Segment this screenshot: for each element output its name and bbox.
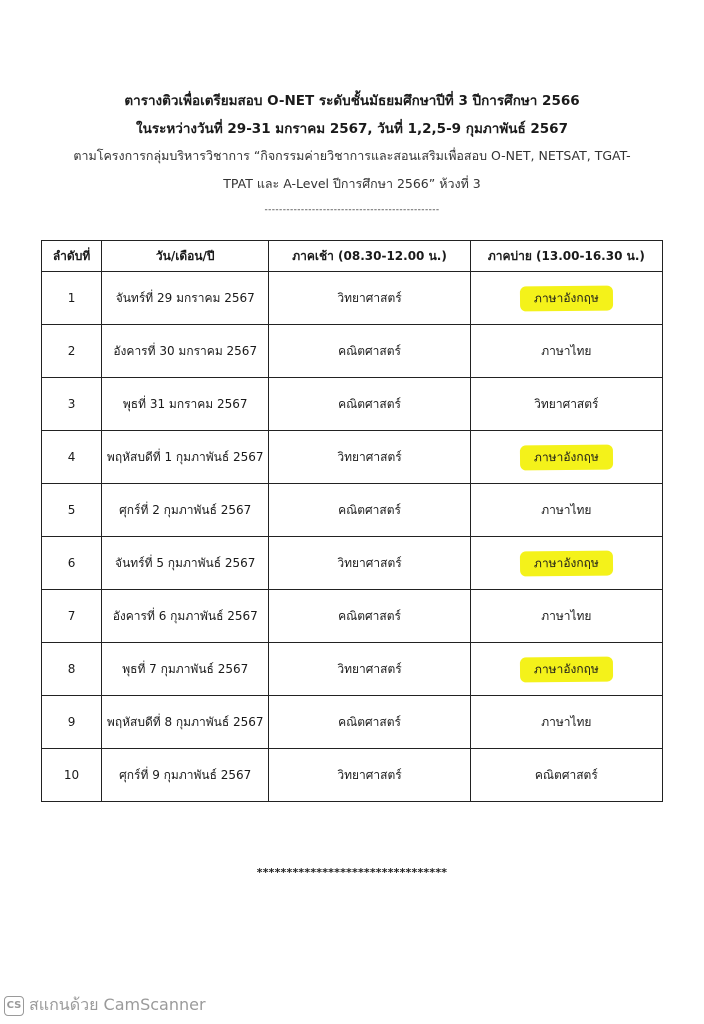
- row-morning-subject: วิทยาศาสตร์: [269, 643, 470, 696]
- row-number: 3: [42, 378, 102, 431]
- row-number: 10: [42, 749, 102, 802]
- table-row: [42, 696, 663, 749]
- row-date: พุธที่ 31 มกราคม 2567: [102, 378, 269, 431]
- header-afternoon: ภาคบ่าย (13.00-16.30 น.): [470, 241, 662, 272]
- row-afternoon-cell: [470, 272, 662, 325]
- row-afternoon-subject: ภาษาไทย: [470, 696, 662, 749]
- header-no: ลำดับที่: [42, 241, 102, 272]
- row-afternoon-subject-highlighted: ภาษาอังกฤษ: [520, 550, 613, 576]
- table-row: [42, 749, 663, 802]
- row-number: 6: [42, 537, 102, 590]
- document-title: ตารางติวเพื่อเตรียมสอบ O-NET ระดับชั้นมัธยมศึกษาปีที่ 3 ปีการศึกษา 2566: [124, 93, 580, 109]
- row-date: จันทร์ที่ 29 มกราคม 2567: [102, 272, 269, 325]
- row-afternoon-subject-highlighted: ภาษาอังกฤษ: [520, 444, 613, 470]
- table-row: [42, 431, 663, 484]
- row-date: พุธที่ 7 กุมภาพันธ์ 2567: [102, 643, 269, 696]
- row-morning-subject: คณิตศาสตร์: [269, 325, 470, 378]
- row-afternoon-cell: [470, 537, 662, 590]
- row-afternoon-subject: วิทยาศาสตร์: [470, 378, 662, 431]
- row-date: พฤหัสบดีที่ 8 กุมภาพันธ์ 2567: [102, 696, 269, 749]
- camscanner-logo-icon: CS: [4, 996, 24, 1016]
- row-morning-subject: วิทยาศาสตร์: [269, 537, 470, 590]
- document-project-line1: ตามโครงการกลุ่มบริหารวิชาการ “กิจกรรมค่ายวิชาการและสอนเสริมเพื่อสอบ O-NET, NETSAT, TGAT-: [73, 148, 631, 163]
- document-date-range: ในระหว่างวันที่ 29-31 มกราคม 2567, วันที่ 1,2,5-9 กุมภาพันธ์ 2567: [136, 121, 568, 137]
- table-row: [42, 378, 663, 431]
- table-row: [42, 325, 663, 378]
- header-date: วัน/เดือน/ปี: [102, 241, 269, 272]
- table-row: [42, 643, 663, 696]
- row-afternoon-subject-highlighted: ภาษาอังกฤษ: [520, 285, 613, 311]
- row-date: อังคารที่ 30 มกราคม 2567: [102, 325, 269, 378]
- row-morning-subject: วิทยาศาสตร์: [269, 272, 470, 325]
- row-number: 4: [42, 431, 102, 484]
- table-row: [42, 272, 663, 325]
- row-date: พฤหัสบดีที่ 1 กุมภาพันธ์ 2567: [102, 431, 269, 484]
- row-number: 7: [42, 590, 102, 643]
- row-date: จันทร์ที่ 5 กุมภาพันธ์ 2567: [102, 537, 269, 590]
- row-number: 2: [42, 325, 102, 378]
- dashed-divider: ------------------------------------------------: [264, 205, 440, 215]
- row-date: ศุกร์ที่ 9 กุมภาพันธ์ 2567: [102, 749, 269, 802]
- row-morning-subject: คณิตศาสตร์: [269, 590, 470, 643]
- row-morning-subject: วิทยาศาสตร์: [269, 749, 470, 802]
- row-afternoon-subject-highlighted: ภาษาอังกฤษ: [520, 656, 613, 682]
- footer-stars: ********************************: [256, 866, 448, 879]
- table-row: [42, 537, 663, 590]
- header-morning: ภาคเช้า (08.30-12.00 น.): [269, 241, 470, 272]
- row-afternoon-subject: คณิตศาสตร์: [470, 749, 662, 802]
- row-date: ศุกร์ที่ 2 กุมภาพันธ์ 2567: [102, 484, 269, 537]
- schedule-table: [41, 240, 663, 802]
- row-morning-subject: วิทยาศาสตร์: [269, 431, 470, 484]
- row-morning-subject: คณิตศาสตร์: [269, 484, 470, 537]
- watermark-text: สแกนด้วย CamScanner: [29, 995, 206, 1014]
- row-afternoon-subject: ภาษาไทย: [470, 325, 662, 378]
- row-number: 5: [42, 484, 102, 537]
- row-afternoon-subject: ภาษาไทย: [470, 590, 662, 643]
- row-morning-subject: คณิตศาสตร์: [269, 696, 470, 749]
- row-afternoon-cell: [470, 431, 662, 484]
- document-project-line2: TPAT และ A-Level ปีการศึกษา 2566” ห้วงที่ 3: [223, 176, 481, 191]
- row-morning-subject: คณิตศาสตร์: [269, 378, 470, 431]
- row-afternoon-subject: ภาษาไทย: [470, 484, 662, 537]
- row-number: 8: [42, 643, 102, 696]
- row-number: 9: [42, 696, 102, 749]
- row-number: 1: [42, 272, 102, 325]
- table-header-row: [42, 241, 663, 272]
- table-row: [42, 484, 663, 537]
- table-row: [42, 590, 663, 643]
- camscanner-watermark: [4, 993, 206, 1018]
- row-afternoon-cell: [470, 643, 662, 696]
- row-date: อังคารที่ 6 กุมภาพันธ์ 2567: [102, 590, 269, 643]
